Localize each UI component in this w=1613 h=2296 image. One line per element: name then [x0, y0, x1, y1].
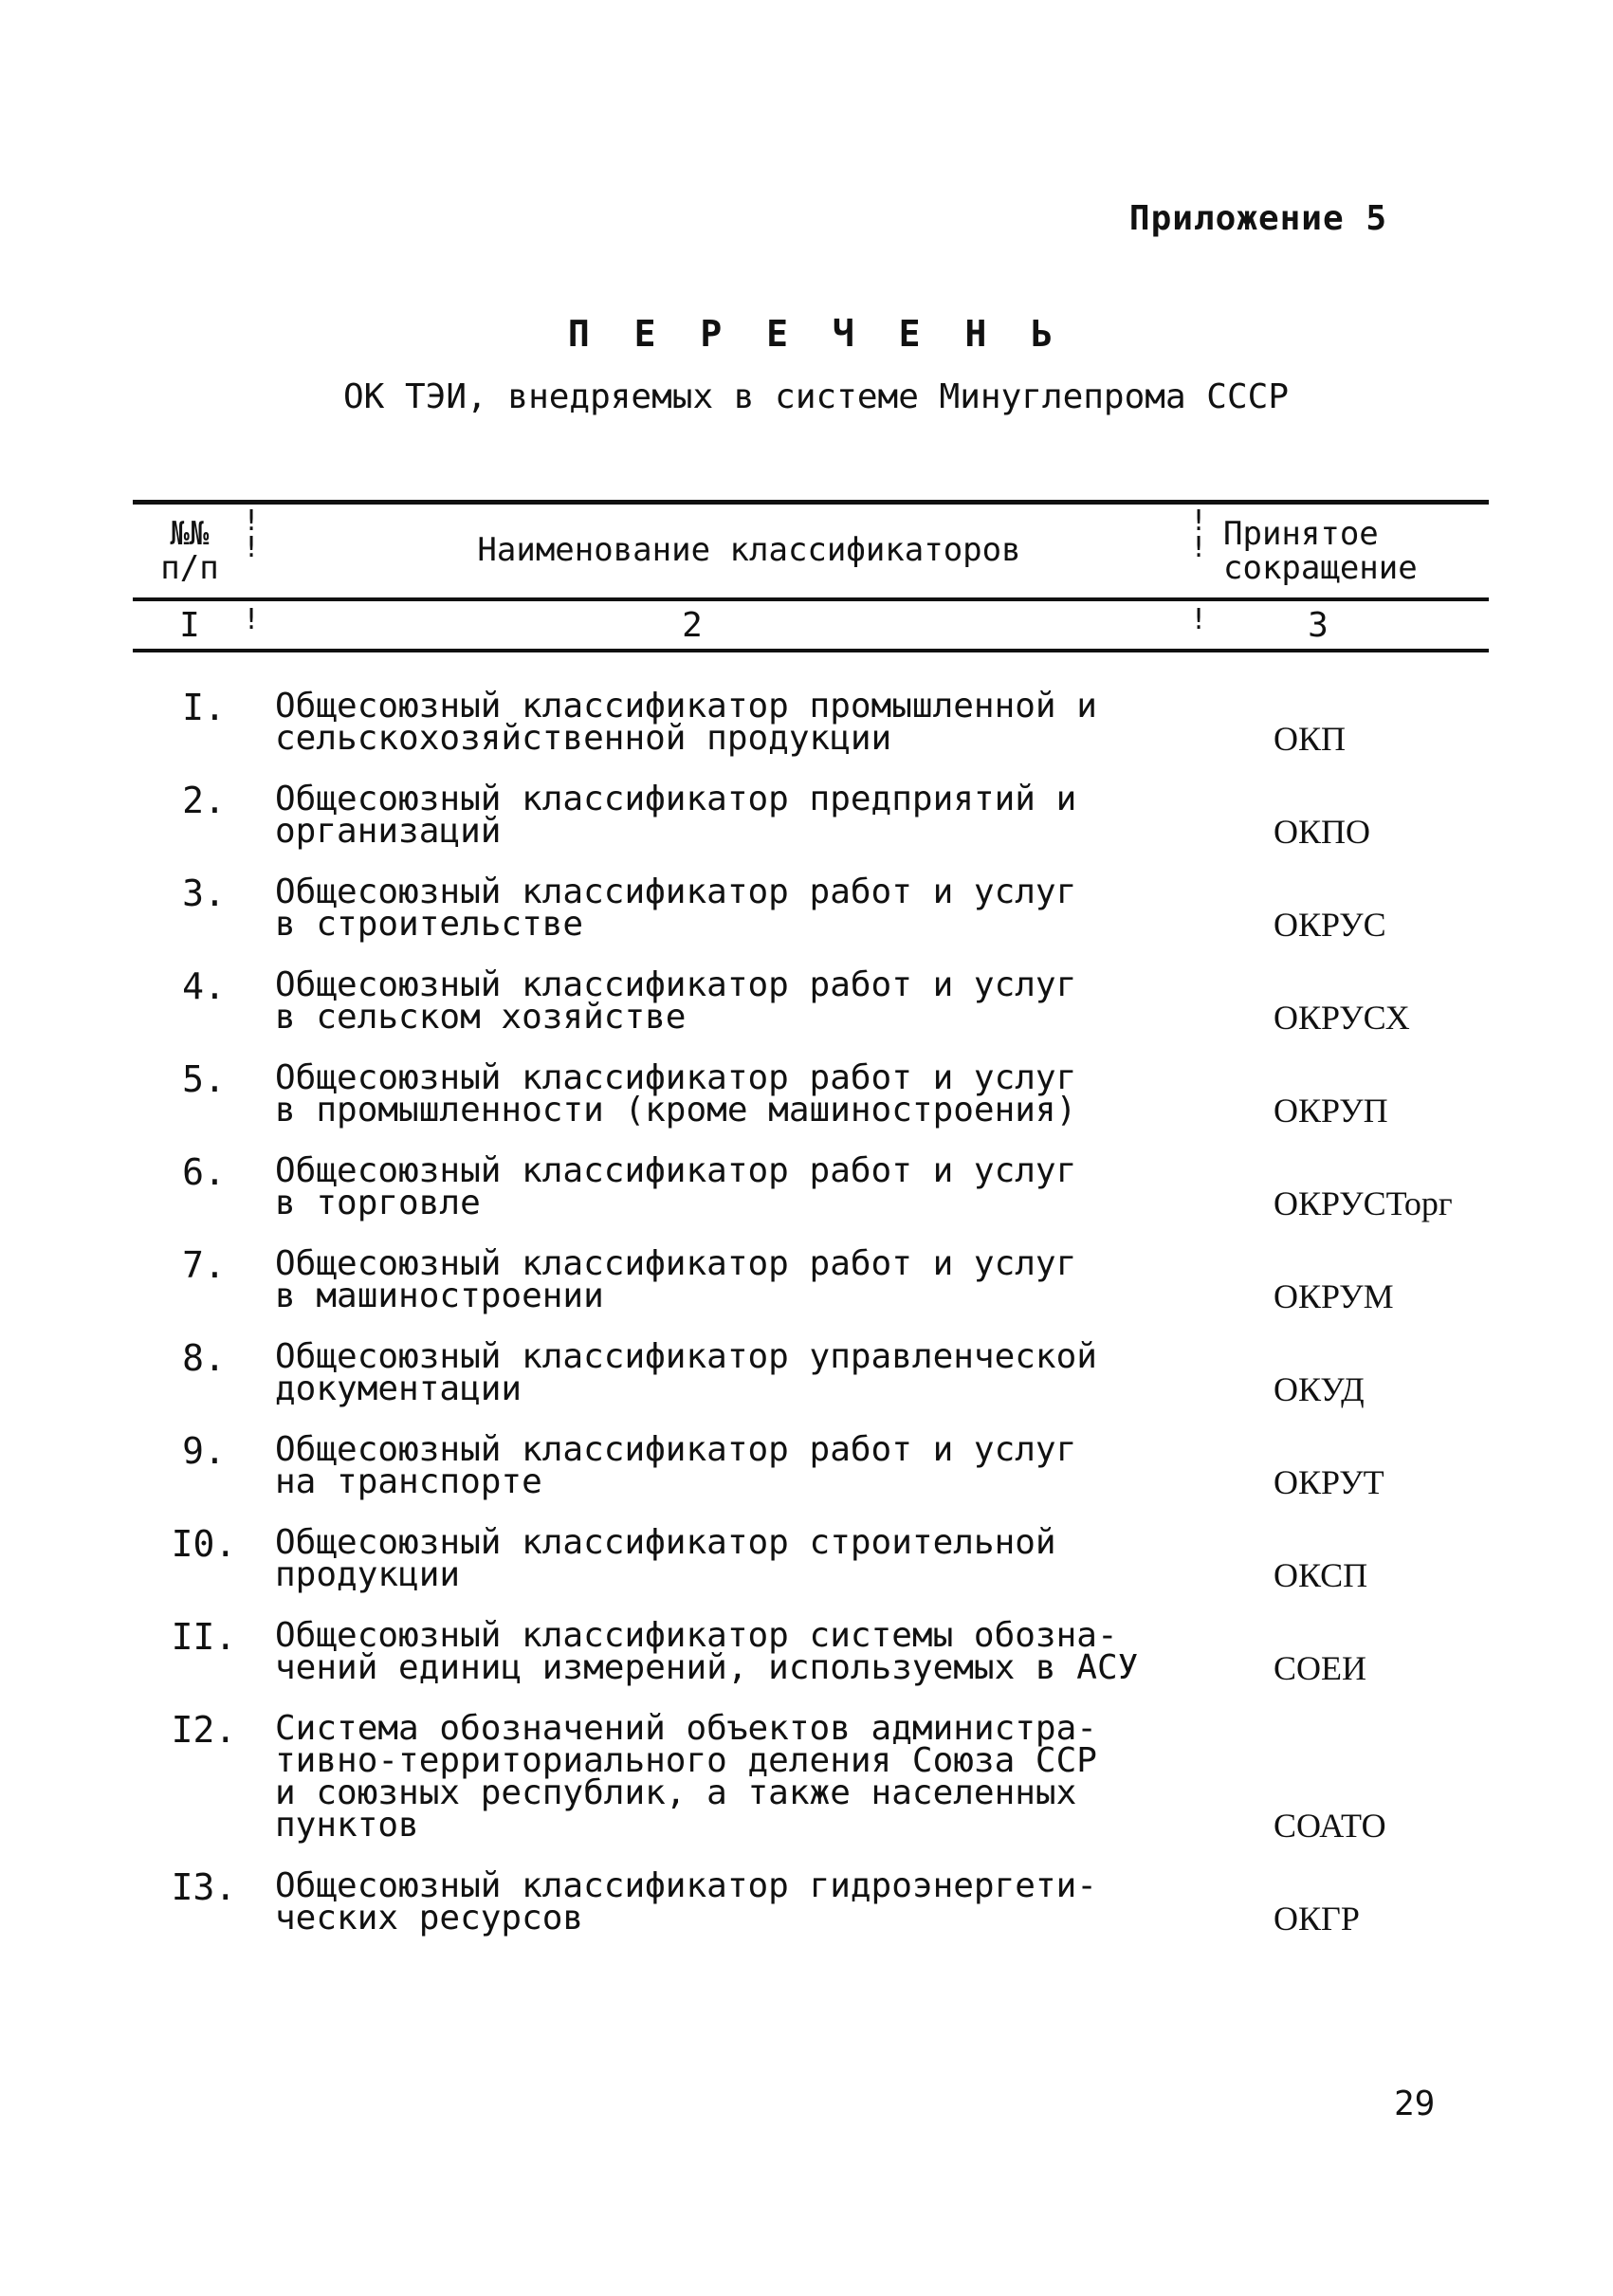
page-number: 29 — [1394, 2085, 1436, 2123]
table-row — [133, 1337, 1489, 1408]
classifier-abbreviation: ОКРУС — [1274, 906, 1386, 944]
classifier-abbreviation: ОКРУСТорг — [1274, 1185, 1453, 1222]
row-number: I2. — [171, 1709, 237, 1751]
row-number: I0. — [171, 1523, 237, 1565]
table-colnum-rule — [133, 649, 1489, 652]
table-row — [133, 872, 1489, 944]
classifier-name: Общесоюзный классификатор работ и услуг в промышленности (кроме машиностроения) — [275, 1058, 1077, 1130]
header-num: №№ п/п — [160, 515, 219, 587]
table-row — [133, 1523, 1489, 1594]
table-top-rule — [133, 500, 1489, 505]
table-row — [133, 687, 1489, 758]
classifier-name: Общесоюзный классификатор системы обозна- чений единиц измерений, используемых в АСУ — [275, 1616, 1139, 1687]
column-number-3: 3 — [1308, 606, 1329, 645]
row-number: 9. — [182, 1430, 226, 1472]
row-number: 5. — [182, 1058, 226, 1100]
classifier-abbreviation: ОКРУТ — [1274, 1463, 1384, 1501]
row-number: 3. — [182, 872, 226, 914]
table-header-rule — [133, 597, 1489, 601]
classifier-abbreviation: ОКРУМ — [1274, 1277, 1394, 1315]
classifier-abbreviation: ОКРУСХ — [1274, 999, 1410, 1037]
classifier-abbreviation: ОКГР — [1274, 1900, 1360, 1938]
appendix-label: Приложение 5 — [1128, 199, 1387, 238]
table-row — [133, 965, 1489, 1037]
header-abbr: Принятое сокращение — [1223, 515, 1418, 587]
classifier-name: Общесоюзный классификатор работ и услуг в сельском хозяйстве — [275, 965, 1077, 1037]
row-number: 7. — [182, 1244, 226, 1286]
classifier-name: Общесоюзный классификатор строительной продукции — [275, 1523, 1056, 1594]
column-separator: ! — [1189, 603, 1208, 636]
table-row — [133, 1244, 1489, 1315]
column-number-1: I — [179, 606, 200, 645]
header-name: Наименование классификаторов — [477, 531, 1021, 569]
classifier-name: Общесоюзный классификатор работ и услуг в строительстве — [275, 872, 1077, 944]
row-number: II. — [171, 1616, 237, 1658]
classifier-abbreviation: СОЕИ — [1274, 1649, 1366, 1687]
classifier-abbreviation: СОАТО — [1274, 1807, 1386, 1845]
classifier-abbreviation: ОКСП — [1274, 1556, 1368, 1594]
table-row — [133, 1866, 1489, 1938]
classifier-name: Общесоюзный классификатор гидроэнергети- ческих ресурсов — [275, 1866, 1097, 1938]
table-row — [133, 780, 1489, 851]
classifier-name: Общесоюзный классификатор работ и услуг в машиностроении — [275, 1244, 1077, 1315]
column-separator: ! ! — [1189, 505, 1208, 564]
classifier-name: Общесоюзный классификатор работ и услуг в торговле — [275, 1151, 1077, 1222]
row-number: I. — [182, 687, 226, 728]
row-number: 4. — [182, 965, 226, 1007]
classifier-name: Общесоюзный классификатор промышленной и сельскохозяйственной продукции — [275, 687, 1097, 758]
classifier-abbreviation: ОКП — [1274, 720, 1347, 758]
document-title: П Е Р Е Ч Е Н Ь — [567, 313, 1065, 355]
classifier-abbreviation: ОКРУП — [1274, 1092, 1388, 1130]
classifier-name: Общесоюзный классификатор управленческой документации — [275, 1337, 1097, 1408]
column-separator: ! ! — [242, 505, 261, 564]
row-number: 6. — [182, 1151, 226, 1193]
classifier-name: Система обозначений объектов администра- тивно-территориального деления Союза ССР и союзных республик, а также населенных пунктов — [275, 1709, 1097, 1845]
classifier-name: Общесоюзный классификатор предприятий и организаций — [275, 780, 1077, 851]
classifier-name: Общесоюзный классификатор работ и услуг на транспорте — [275, 1430, 1077, 1501]
table-row — [133, 1616, 1489, 1687]
table-row — [133, 1709, 1489, 1845]
row-number: I3. — [171, 1866, 237, 1908]
table-row — [133, 1430, 1489, 1501]
column-number-2: 2 — [682, 606, 703, 645]
document-subtitle: ОК ТЭИ, внедряемых в системе Минуглепрома СССР — [343, 377, 1289, 416]
table-row — [133, 1151, 1489, 1222]
column-separator: ! — [242, 603, 261, 636]
table-row — [133, 1058, 1489, 1130]
classifier-table-body — [133, 687, 1489, 1963]
row-number: 2. — [182, 780, 226, 821]
classifier-abbreviation: ОКУД — [1274, 1370, 1365, 1408]
row-number: 8. — [182, 1337, 226, 1379]
classifier-abbreviation: ОКПО — [1274, 813, 1371, 851]
